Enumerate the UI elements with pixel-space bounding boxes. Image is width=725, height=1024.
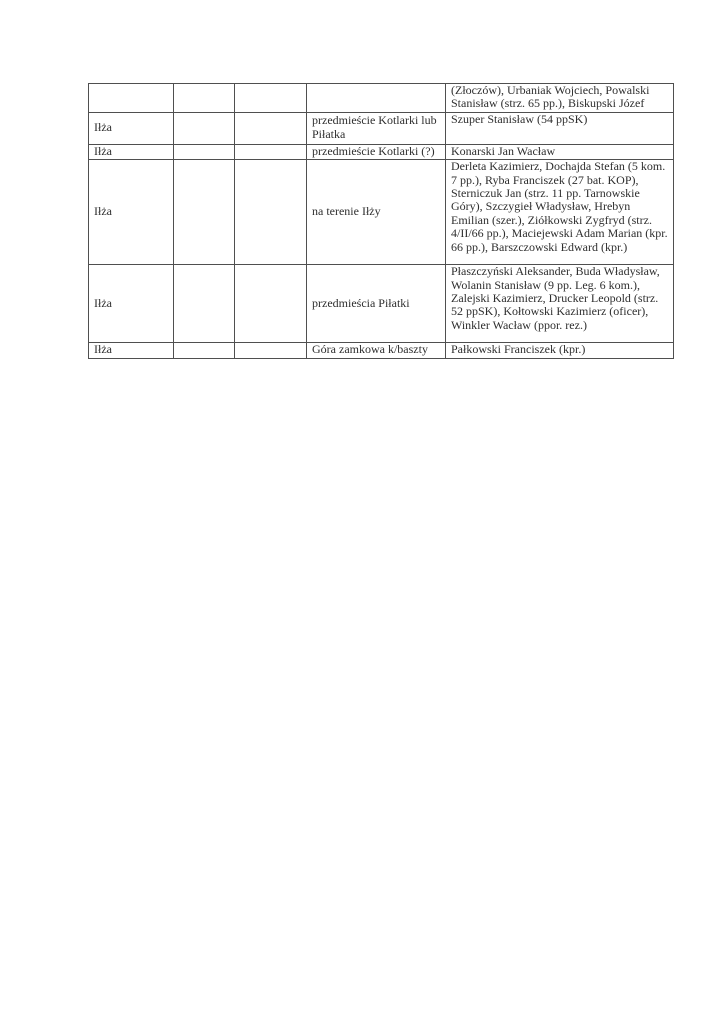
table-row <box>89 144 674 159</box>
table-cell-persons: Szuper Stanisław (54 ppSK) <box>446 112 674 144</box>
table-cell-locality: Iłża <box>89 160 174 265</box>
table-body <box>89 84 674 359</box>
table-cell-place: na terenie Iłży <box>307 160 446 265</box>
table-row <box>89 84 674 113</box>
table-cell-empty <box>235 144 307 159</box>
table-cell-locality <box>89 84 174 113</box>
table-row <box>89 265 674 343</box>
table-cell-empty <box>235 84 307 113</box>
table-cell-persons: Pałkowski Franciszek (kpr.) <box>446 343 674 358</box>
table-cell-persons: Derleta Kazimierz, Dochajda Stefan (5 kom. 7 pp.), Ryba Franciszek (27 bat. KOP), Sterniczuk Jan (strz. 11 pp. Tarnowskie Góry), Szczygieł Władysław, Hrebyn Emilian (szer.), Ziółkowski Zygfryd (strz. 4/II/66 pp.), Maciejewski Adam Marian (kpr. 66 pp.), Barszczowski Edward (kpr.) <box>446 160 674 265</box>
table-cell-persons: (Złoczów), Urbaniak Wojciech, Powalski Stanisław (strz. 65 pp.), Biskupski Józef <box>446 84 674 113</box>
table-cell-empty <box>174 160 235 265</box>
table-cell-place: Góra zamkowa k/baszty <box>307 343 446 358</box>
table-cell-empty <box>174 343 235 358</box>
table-cell-empty <box>174 144 235 159</box>
table-cell-empty <box>235 265 307 343</box>
table-cell-persons: Płaszczyński Aleksander, Buda Władysław, Wolanin Stanisław (9 pp. Leg. 6 kom.), Zalejski Kazimierz, Drucker Leopold (strz. 52 ppSK), Kołtowski Kazimierz (oficer), Winkler Wacław (ppor. rez.) <box>446 265 674 343</box>
table-cell-empty <box>174 112 235 144</box>
table-cell-empty <box>235 112 307 144</box>
table-cell-empty <box>235 160 307 265</box>
table-cell-place: przedmieście Kotlarki (?) <box>307 144 446 159</box>
table-row <box>89 112 674 144</box>
table-cell-locality: Iłża <box>89 144 174 159</box>
table-row <box>89 160 674 265</box>
table-row <box>89 343 674 358</box>
table-cell-persons: Konarski Jan Wacław <box>446 144 674 159</box>
table-cell-locality: Iłża <box>89 343 174 358</box>
table-cell-locality: Iłża <box>89 112 174 144</box>
table-cell-place <box>307 84 446 113</box>
table-cell-empty <box>235 343 307 358</box>
table-cell-place: przedmieścia Piłatki <box>307 265 446 343</box>
document-table <box>88 83 674 359</box>
table-cell-locality: Iłża <box>89 265 174 343</box>
table-cell-place: przedmieście Kotlarki lub Piłatka <box>307 112 446 144</box>
table-cell-empty <box>174 84 235 113</box>
table-cell-empty <box>174 265 235 343</box>
